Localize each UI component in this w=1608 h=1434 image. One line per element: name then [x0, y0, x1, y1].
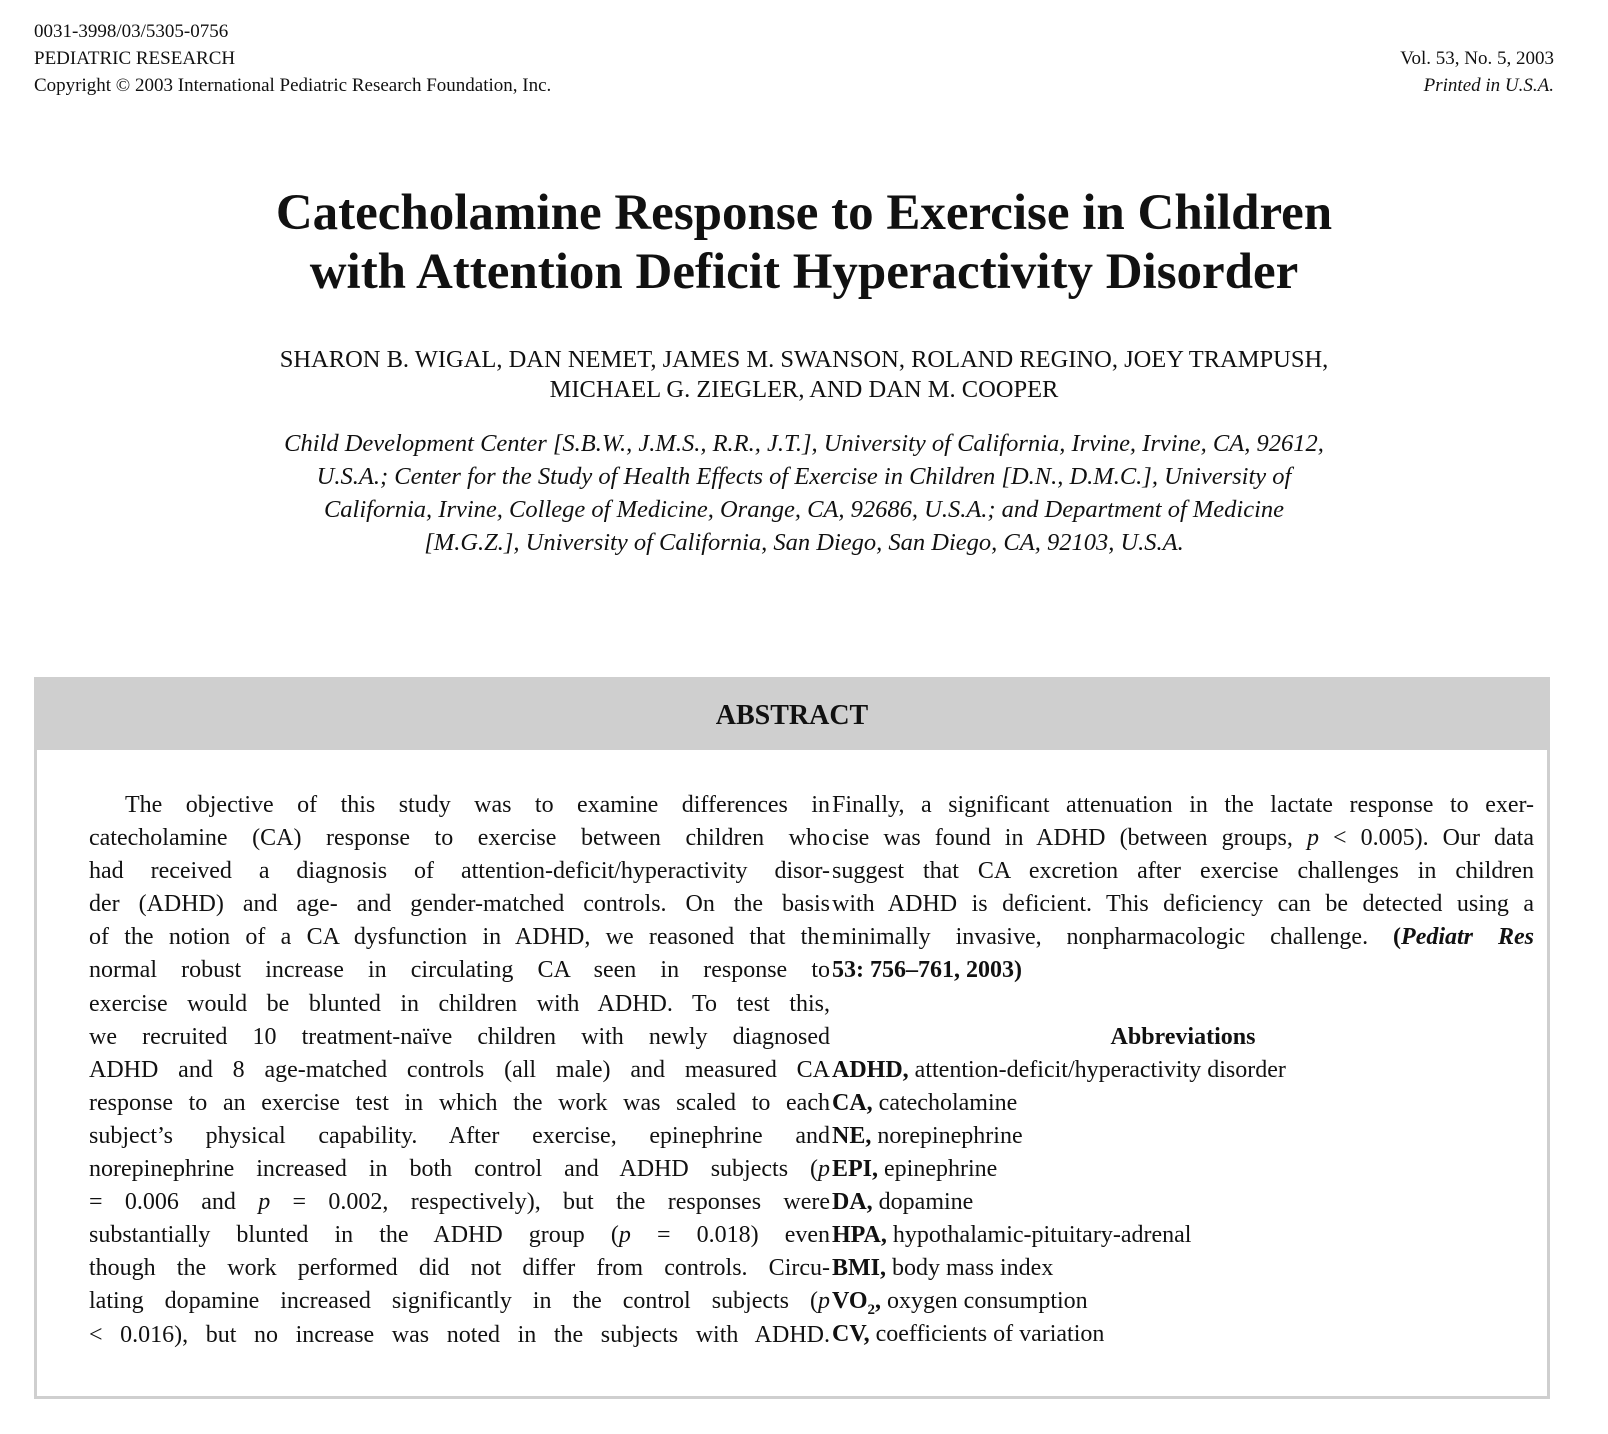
- abstract-line: [832, 822, 1534, 855]
- abstract-line: we recruited 10 treatment-naïve children with newly diagnosed: [89, 1023, 830, 1050]
- abstract-line: of the notion of a CA dysfunction in ADHD, we reasoned that the: [89, 924, 830, 951]
- issn: 0031-3998/03/5305-0756: [34, 21, 229, 42]
- abbreviation-value: body mass index: [886, 1255, 1054, 1282]
- abstract-text: = 0.002, respectively), but the responses were: [270, 1189, 831, 1216]
- abbreviation-key: EPI,: [832, 1155, 879, 1182]
- abstract-line: Finally, a significant attenuation in the lactate response to exer-: [832, 792, 1534, 818]
- abbreviations-list: [832, 1054, 1534, 1352]
- journal-header: [34, 18, 551, 99]
- abbreviation-item: [832, 1219, 1534, 1252]
- abbreviation-item: [832, 1087, 1534, 1120]
- affiliation-line-4: [M.G.Z.], University of California, San Diego, San Diego, CA, 92103, U.S.A.: [424, 529, 1184, 556]
- p-value-symbol: p: [818, 1288, 830, 1315]
- abbreviation-key: BMI,: [832, 1255, 886, 1282]
- abbreviation-value: norepinephrine: [871, 1122, 1023, 1149]
- abstract-line: [89, 1219, 830, 1252]
- abstract-line: response to an exercise test in which the work was scaled to each: [89, 1089, 830, 1116]
- abstract-box: [34, 677, 1550, 1399]
- affiliation-line-2: U.S.A.; Center for the Study of Health Effects of Exercise in Children [D.N., D.M.C.], University of: [316, 463, 1292, 490]
- abstract-line: had received a diagnosis of attention-deficit/hyperactivity disor-: [89, 858, 830, 885]
- abstract-heading: ABSTRACT: [37, 680, 1547, 750]
- abstract-text: < 0.005). Our data: [1318, 825, 1534, 852]
- abbreviation-item: [832, 1186, 1534, 1219]
- abbreviation-item: [832, 1318, 1534, 1351]
- abbreviation-value: dopamine: [872, 1189, 974, 1216]
- abbreviation-item: [832, 1285, 1534, 1318]
- abstract-line: < 0.016), but no increase was noted in the subjects with ADHD.: [89, 1321, 830, 1348]
- abbreviation-value: oxygen consumption: [881, 1288, 1088, 1315]
- printed-location: Printed in U.S.A.: [1423, 75, 1554, 96]
- abbreviation-item: [832, 1054, 1534, 1087]
- authors-line-2: MICHAEL G. ZIEGLER, AND DAN M. COOPER: [549, 376, 1059, 403]
- abstract-line: subject’s physical capability. After exercise, epinephrine and: [89, 1122, 830, 1149]
- abstract-line: though the work performed did not differ from controls. Circu-: [89, 1255, 830, 1282]
- volume-info: Vol. 53, No. 5, 2003: [1400, 48, 1554, 69]
- affiliations: [0, 427, 1608, 559]
- abstract-line: [89, 1153, 830, 1186]
- title-line-2: with Attention Deficit Hyperactivity Disorder: [309, 244, 1299, 300]
- abstract-text: = 0.006 and: [89, 1189, 259, 1216]
- abstract-right-column: [832, 789, 1534, 1352]
- p-value-symbol: p: [258, 1189, 271, 1216]
- abbreviation-item: [832, 1120, 1534, 1153]
- abbreviation-key-comma: ,: [875, 1288, 882, 1315]
- abstract-text: cise was found in ADHD (between groups,: [832, 825, 1307, 852]
- abstract-line: suggest that CA excretion after exercise challenges in children: [832, 858, 1534, 885]
- abstract-line: ADHD and 8 age-matched controls (all male) and measured CA: [89, 1056, 830, 1083]
- abbreviation-value: epinephrine: [878, 1155, 998, 1182]
- abstract-text: minimally invasive, nonpharmacologic challenge.: [832, 924, 1394, 951]
- affiliation-line-3: California, Irvine, College of Medicine, Orange, CA, 92686, U.S.A.; and Department of Medicine: [323, 496, 1285, 523]
- abstract-left-column: [89, 789, 830, 1352]
- abbreviation-value: attention-deficit/hyperactivity disorder: [908, 1056, 1286, 1083]
- journal-name: PEDIATRIC RESEARCH: [34, 48, 236, 69]
- abstract-line: [832, 921, 1534, 954]
- abbreviation-key: HPA,: [832, 1222, 887, 1249]
- abbreviation-value: hypothalamic-pituitary-adrenal: [886, 1222, 1192, 1249]
- abbreviation-value: catecholamine: [872, 1089, 1018, 1116]
- abbreviation-item: [832, 1252, 1534, 1285]
- authors-line-1: SHARON B. WIGAL, DAN NEMET, JAMES M. SWANSON, ROLAND REGINO, JOEY TRAMPUSH,: [279, 346, 1329, 373]
- citation: [1393, 924, 1534, 950]
- abstract-line: exercise would be blunted in children with ADHD. To test this,: [89, 990, 830, 1017]
- p-value-symbol: p: [618, 1222, 631, 1249]
- abbreviation-key-text: VO: [832, 1288, 868, 1315]
- affiliation-line-1: Child Development Center [S.B.W., J.M.S., R.R., J.T.], University of California, Irvine, Irvine, CA, 92612,: [284, 430, 1324, 457]
- p-value-symbol: p: [1306, 825, 1319, 852]
- subscript: 2: [867, 1302, 876, 1319]
- abbreviation-key: DA,: [832, 1189, 873, 1216]
- abstract-line: catecholamine (CA) response to exercise between children who: [89, 825, 830, 852]
- abstract-line: [89, 1285, 830, 1318]
- abbreviation-key: ADHD,: [832, 1056, 909, 1083]
- abbreviation-key: [832, 1288, 882, 1319]
- abbreviation-key: NE,: [832, 1122, 872, 1149]
- author-list: [0, 345, 1608, 405]
- abstract-text: lating dopamine increased significantly in the control subjects (: [89, 1288, 818, 1315]
- p-value-symbol: p: [818, 1156, 830, 1183]
- abstract-line: with ADHD is deficient. This deficiency can be detected using a: [832, 891, 1534, 918]
- abbreviations-title: Abbreviations: [1110, 1023, 1256, 1050]
- citation-paren: (: [1393, 924, 1402, 951]
- abstract-text: norepinephrine increased in both control and ADHD subjects (: [89, 1156, 818, 1183]
- title-line-1: Catecholamine Response to Exercise in Children: [275, 185, 1333, 241]
- abstract-line: der (ADHD) and age- and gender-matched controls. On the basis: [89, 891, 830, 918]
- abbreviation-key: CA,: [832, 1089, 873, 1116]
- citation-journal: Pediatr Res: [1401, 924, 1534, 951]
- abbreviation-item: [832, 1153, 1534, 1186]
- abstract-text: = 0.018) even: [630, 1222, 830, 1249]
- paper-title: [0, 184, 1608, 302]
- copyright: Copyright © 2003 International Pediatric Research Foundation, Inc.: [34, 75, 552, 96]
- abstract-text: substantially blunted in the ADHD group (: [89, 1222, 619, 1249]
- citation-details: 53: 756–761, 2003): [832, 957, 1022, 984]
- issue-info: [1400, 45, 1554, 99]
- abbreviation-value: coefficients of variation: [869, 1321, 1105, 1348]
- abbreviation-key: CV,: [832, 1321, 870, 1348]
- abstract-line: normal robust increase in circulating CA seen in response to: [89, 957, 830, 984]
- abstract-line: The objective of this study was to examine differences in: [125, 792, 830, 818]
- abstract-line: [89, 1186, 830, 1219]
